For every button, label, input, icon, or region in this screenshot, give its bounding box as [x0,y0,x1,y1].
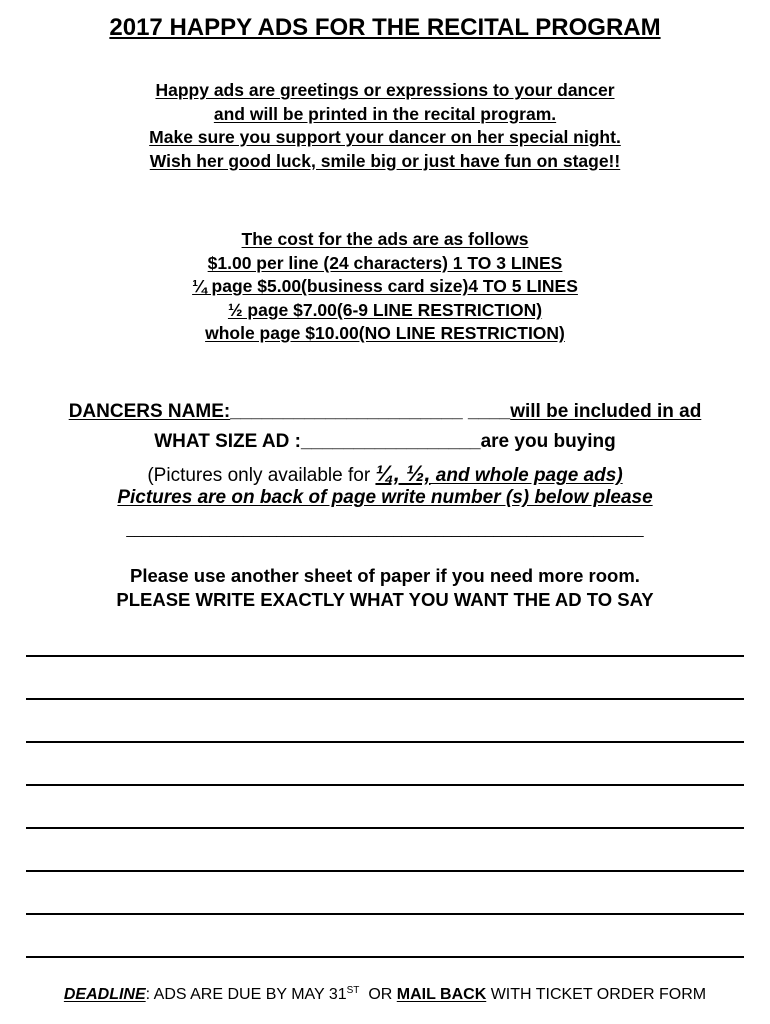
ad-text-line[interactable] [26,784,744,786]
ad-text-line[interactable] [26,913,744,915]
ad-size-blank[interactable]: _________________ [300,431,481,452]
pictures-suffix: and whole page ads) [430,465,623,486]
cost-list [0,228,770,346]
ad-text-line[interactable] [26,827,744,829]
cost-line: ½ page $7.00(6-9 LINE RESTRICTION) [227,299,543,320]
dancer-name-field[interactable] [0,401,770,423]
deadline-text: : ADS ARE DUE BY MAY 31 [145,986,347,1003]
dancer-name-suffix: will be included in ad [510,401,702,422]
ad-text-line[interactable] [26,956,744,958]
picture-number-blank[interactable]: ______________________________________________________________ [126,521,644,538]
cost-line: $1.00 per line (24 characters) 1 TO 3 LINES [207,252,563,273]
dancer-name-label: DANCERS NAME: [68,401,231,422]
ad-size-field[interactable] [0,431,770,453]
intro-line: Make sure you support your dancer on her special night. [149,127,621,147]
dancer-name-blank[interactable]: ______________________ ____ [230,401,511,422]
pictures-back-note: Pictures are on back of page write number (s) below please [117,487,653,508]
intro-text [0,79,770,173]
deadline-superscript: ST [346,985,360,996]
pictures-prefix: (Pictures only available for [147,465,376,486]
pictures-note [0,461,770,487]
mail-back-label: MAIL BACK [396,986,487,1003]
deadline-label: DEADLINE [63,986,146,1003]
cost-line: whole page $10.00(NO LINE RESTRICTION) [205,323,565,343]
cost-line: ¼ page $5.00(business card size)4 TO 5 LINES [192,276,578,296]
ad-text-line[interactable] [26,870,744,872]
ad-size-suffix: are you buying [480,431,616,452]
intro-line: Happy ads are greetings or expressions to your dancer [155,80,615,100]
page-title: 2017 HAPPY ADS FOR THE RECITAL PROGRAM [109,14,661,41]
intro-line: and will be printed in the recital program. [213,103,557,124]
pictures-fractions: ¼, ½, [375,461,431,486]
ad-text-line[interactable] [26,698,744,700]
more-room-note: Please use another sheet of paper if you need more room. [130,565,640,586]
ad-text-line[interactable] [26,655,744,657]
deadline-or: OR [359,986,397,1003]
deadline-rest: WITH TICKET ORDER FORM [486,986,707,1003]
cost-heading: The cost for the ads are as follows [241,229,529,249]
ad-size-label: WHAT SIZE AD : [154,431,301,452]
ad-text-line[interactable] [26,741,744,743]
intro-line: Wish her good luck, smile big or just have fun on stage!! [149,150,621,171]
deadline-note [0,985,770,1004]
write-exactly-note: PLEASE WRITE EXACTLY WHAT YOU WANT THE AD TO SAY [116,589,654,610]
